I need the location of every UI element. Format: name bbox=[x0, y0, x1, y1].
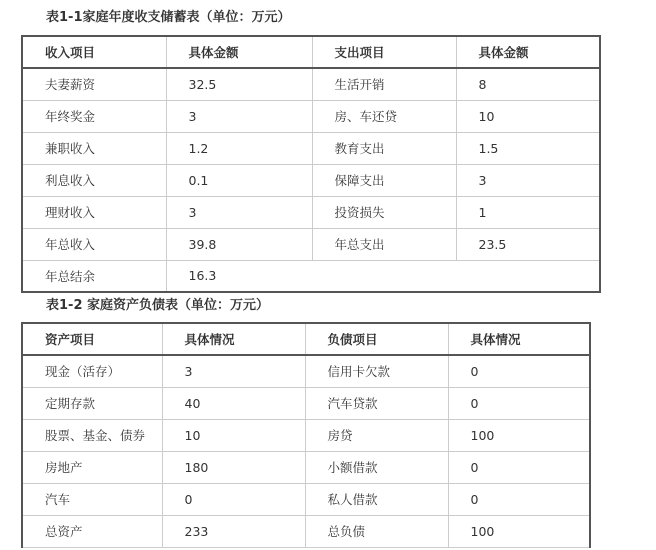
table-row bbox=[22, 387, 590, 419]
table-cell: 0 bbox=[448, 387, 590, 419]
table2-caption: 表1-2 家庭资产负债表（单位：万元） bbox=[46, 298, 270, 313]
table-cell: 0 bbox=[448, 355, 590, 387]
table-cell: 总资产 bbox=[22, 515, 162, 547]
table-cell: 3 bbox=[166, 196, 312, 228]
header-cell: 具体情况 bbox=[162, 323, 305, 355]
table-cell: 年总支出 bbox=[312, 228, 456, 260]
header-cell: 支出项目 bbox=[312, 36, 456, 68]
header-cell: 收入项目 bbox=[22, 36, 166, 68]
table-row bbox=[22, 419, 590, 451]
table-row bbox=[22, 68, 600, 100]
table-cell: 0 bbox=[162, 483, 305, 515]
table-cell: 1.5 bbox=[456, 132, 600, 164]
table-cell: 100 bbox=[448, 515, 590, 547]
table-cell: 233 bbox=[162, 515, 305, 547]
table-cell: 房、车还贷 bbox=[312, 100, 456, 132]
table-cell: 生活开销 bbox=[312, 68, 456, 100]
header-cell: 具体金额 bbox=[456, 36, 600, 68]
table1-caption: 表1-1家庭年度收支储蓄表（单位：万元） bbox=[46, 10, 291, 25]
table-row bbox=[22, 100, 600, 132]
table-cell: 3 bbox=[166, 100, 312, 132]
summary-label: 年总结余 bbox=[22, 260, 166, 292]
table-cell: 39.8 bbox=[166, 228, 312, 260]
table-cell: 年终奖金 bbox=[22, 100, 166, 132]
table-cell: 汽车贷款 bbox=[305, 387, 448, 419]
table-cell: 兼职收入 bbox=[22, 132, 166, 164]
table-cell: 教育支出 bbox=[312, 132, 456, 164]
table-row bbox=[22, 164, 600, 196]
header-cell: 具体情况 bbox=[448, 323, 590, 355]
table-row bbox=[22, 515, 590, 547]
table-cell: 0 bbox=[448, 483, 590, 515]
table-cell: 私人借款 bbox=[305, 483, 448, 515]
table-header-row bbox=[22, 323, 590, 355]
header-cell: 具体金额 bbox=[166, 36, 312, 68]
table-row bbox=[22, 355, 590, 387]
table-cell: 汽车 bbox=[22, 483, 162, 515]
table-cell: 0 bbox=[448, 451, 590, 483]
table-cell: 年总收入 bbox=[22, 228, 166, 260]
table-cell: 1.2 bbox=[166, 132, 312, 164]
table-cell: 现金（活存） bbox=[22, 355, 162, 387]
table-cell: 股票、基金、债券 bbox=[22, 419, 162, 451]
header-cell: 负债项目 bbox=[305, 323, 448, 355]
table-cell: 0.1 bbox=[166, 164, 312, 196]
table-cell: 小额借款 bbox=[305, 451, 448, 483]
table-cell: 40 bbox=[162, 387, 305, 419]
table-cell: 总负债 bbox=[305, 515, 448, 547]
table-cell: 10 bbox=[456, 100, 600, 132]
table-header-row bbox=[22, 36, 600, 68]
table-cell: 理财收入 bbox=[22, 196, 166, 228]
table-cell: 定期存款 bbox=[22, 387, 162, 419]
table-row bbox=[22, 228, 600, 260]
table-row bbox=[22, 196, 600, 228]
table-cell: 10 bbox=[162, 419, 305, 451]
table-cell: 3 bbox=[456, 164, 600, 196]
table-cell: 8 bbox=[456, 68, 600, 100]
table-cell: 夫妻薪资 bbox=[22, 68, 166, 100]
table-cell: 信用卡欠款 bbox=[305, 355, 448, 387]
table-row bbox=[22, 132, 600, 164]
table-cell: 房贷 bbox=[305, 419, 448, 451]
table-row bbox=[22, 483, 590, 515]
table-cell: 保障支出 bbox=[312, 164, 456, 196]
table-row bbox=[22, 451, 590, 483]
table-cell: 180 bbox=[162, 451, 305, 483]
table-cell: 32.5 bbox=[166, 68, 312, 100]
income-expense-savings-table bbox=[21, 35, 601, 293]
table-cell: 利息收入 bbox=[22, 164, 166, 196]
table-cell: 100 bbox=[448, 419, 590, 451]
table-cell: 房地产 bbox=[22, 451, 162, 483]
table-cell: 23.5 bbox=[456, 228, 600, 260]
table-cell: 投资损失 bbox=[312, 196, 456, 228]
table-cell: 1 bbox=[456, 196, 600, 228]
summary-row bbox=[22, 260, 600, 292]
summary-value: 16.3 bbox=[166, 260, 600, 292]
assets-liabilities-table bbox=[21, 322, 591, 548]
header-cell: 资产项目 bbox=[22, 323, 162, 355]
table-cell: 3 bbox=[162, 355, 305, 387]
